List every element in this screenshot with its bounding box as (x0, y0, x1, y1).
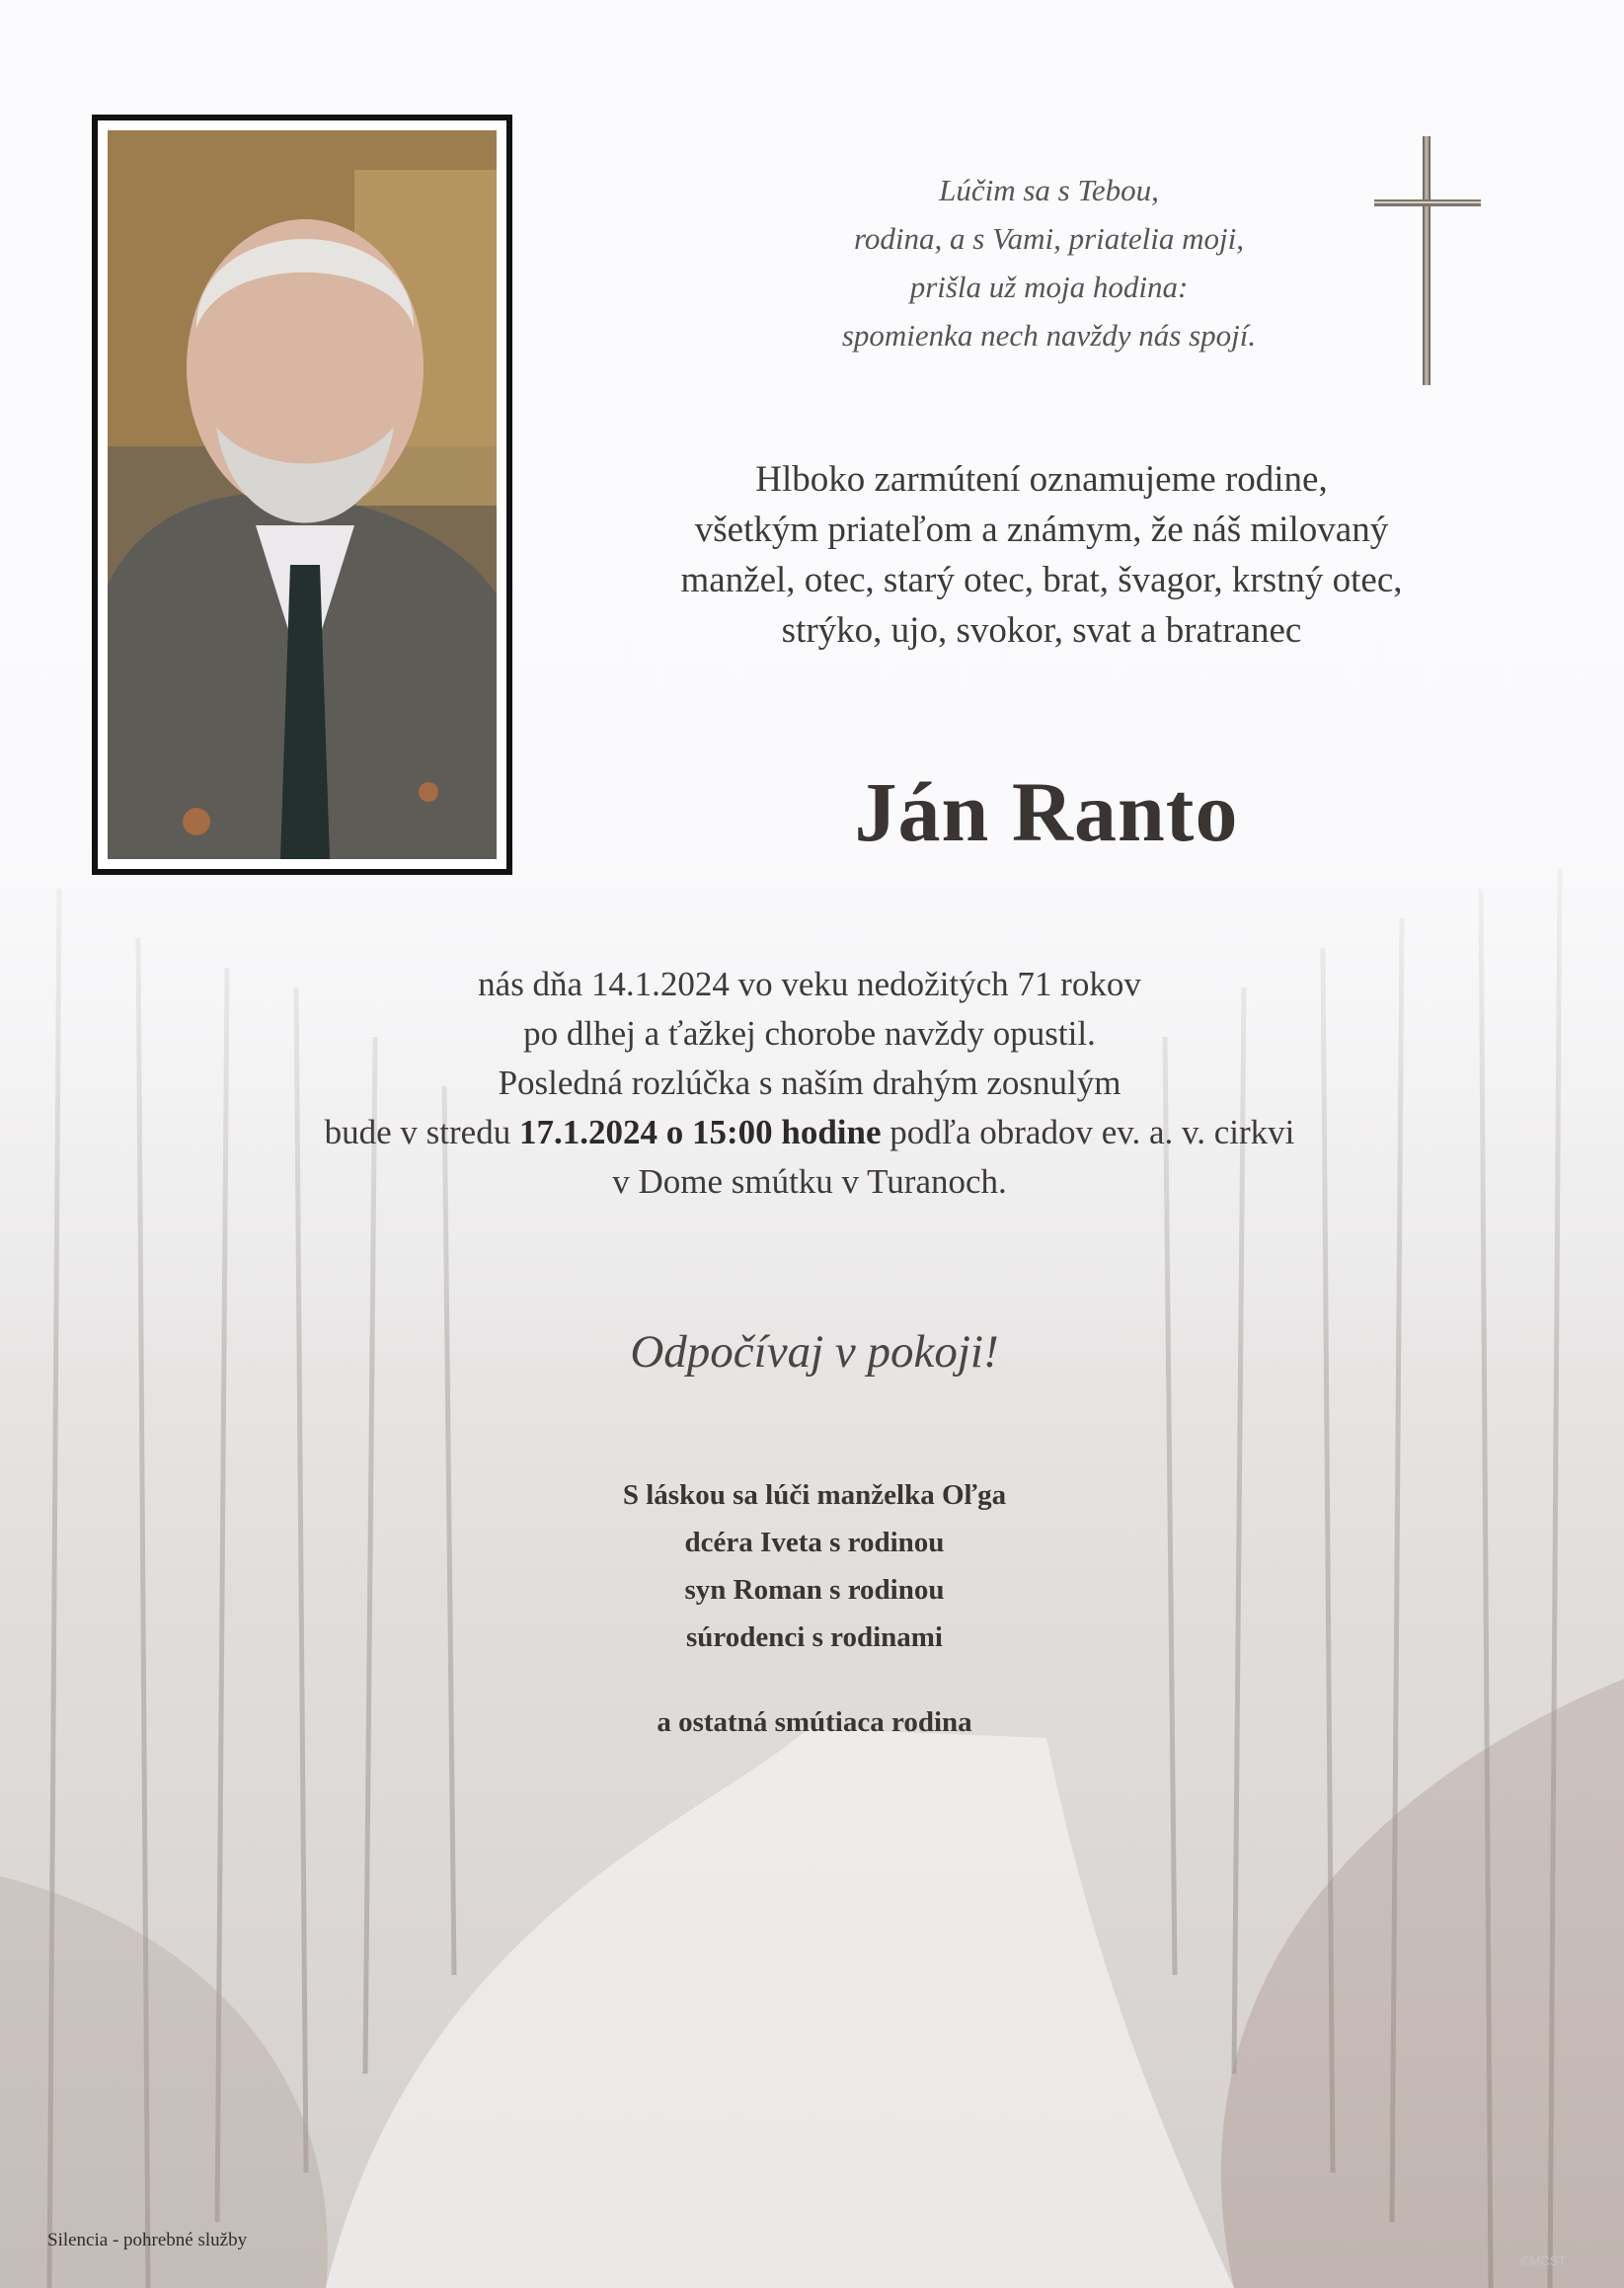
details-line-service (158, 1108, 1461, 1157)
details-line: nás dňa 14.1.2024 vo veku nedožitých 71 rokov (478, 965, 1141, 1003)
watermark: ©MCST (1520, 2253, 1567, 2268)
service-date-time: 17.1.2024 o 15:00 hodine (518, 1113, 882, 1151)
family-line: syn Roman s rodinou (684, 1574, 945, 1606)
deceased-name: Ján Ranto (854, 764, 1239, 859)
poem-line: Lúčim sa s Tebou, (939, 173, 1159, 207)
intro-line: Hlboko zarmútení oznamujeme rodine, (755, 459, 1328, 500)
intro-line: manžel, otec, starý otec, brat, švagor, krstný otec, (680, 560, 1403, 600)
intro-line: všetkým priateľom a známym, že náš milovaný (694, 510, 1389, 550)
funeral-details (158, 960, 1461, 1207)
service-prefix: bude v stredu (324, 1113, 519, 1151)
rest-in-peace: Odpočívaj v pokoji! (630, 1326, 999, 1378)
family-line: dcéra Iveta s rodinou (684, 1527, 945, 1558)
family-list (513, 1471, 1116, 1661)
poem-line: rodina, a s Vami, priatelia moji, (854, 221, 1244, 256)
poem-line: spomienka nech navždy nás spojí. (841, 318, 1257, 353)
cross-icon (1370, 134, 1485, 387)
farewell-poem (750, 166, 1348, 359)
service-suffix: podľa obradov ev. a. v. cirkvi (881, 1113, 1295, 1151)
details-line: v Dome smútku v Turanoch. (612, 1162, 1007, 1201)
portrait-photo (108, 130, 497, 859)
announcement-intro (612, 454, 1471, 656)
intro-line: strýko, ujo, svokor, svat a bratranec (781, 610, 1302, 651)
details-line: po dlhej a ťažkej chorobe navždy opustil. (523, 1014, 1096, 1053)
funeral-service-credit: Silencia - pohrebné služby (47, 2230, 248, 2250)
family-line: S láskou sa lúči manželka Oľga (622, 1479, 1007, 1511)
portrait-frame (92, 115, 512, 875)
poem-line: prišla už moja hodina: (909, 270, 1189, 304)
family-rest: a ostatná smútiaca rodina (657, 1706, 972, 1738)
details-line: Posledná rozlúčka s naším drahým zosnulým (498, 1064, 1121, 1102)
family-line: súrodenci s rodinami (686, 1621, 943, 1653)
